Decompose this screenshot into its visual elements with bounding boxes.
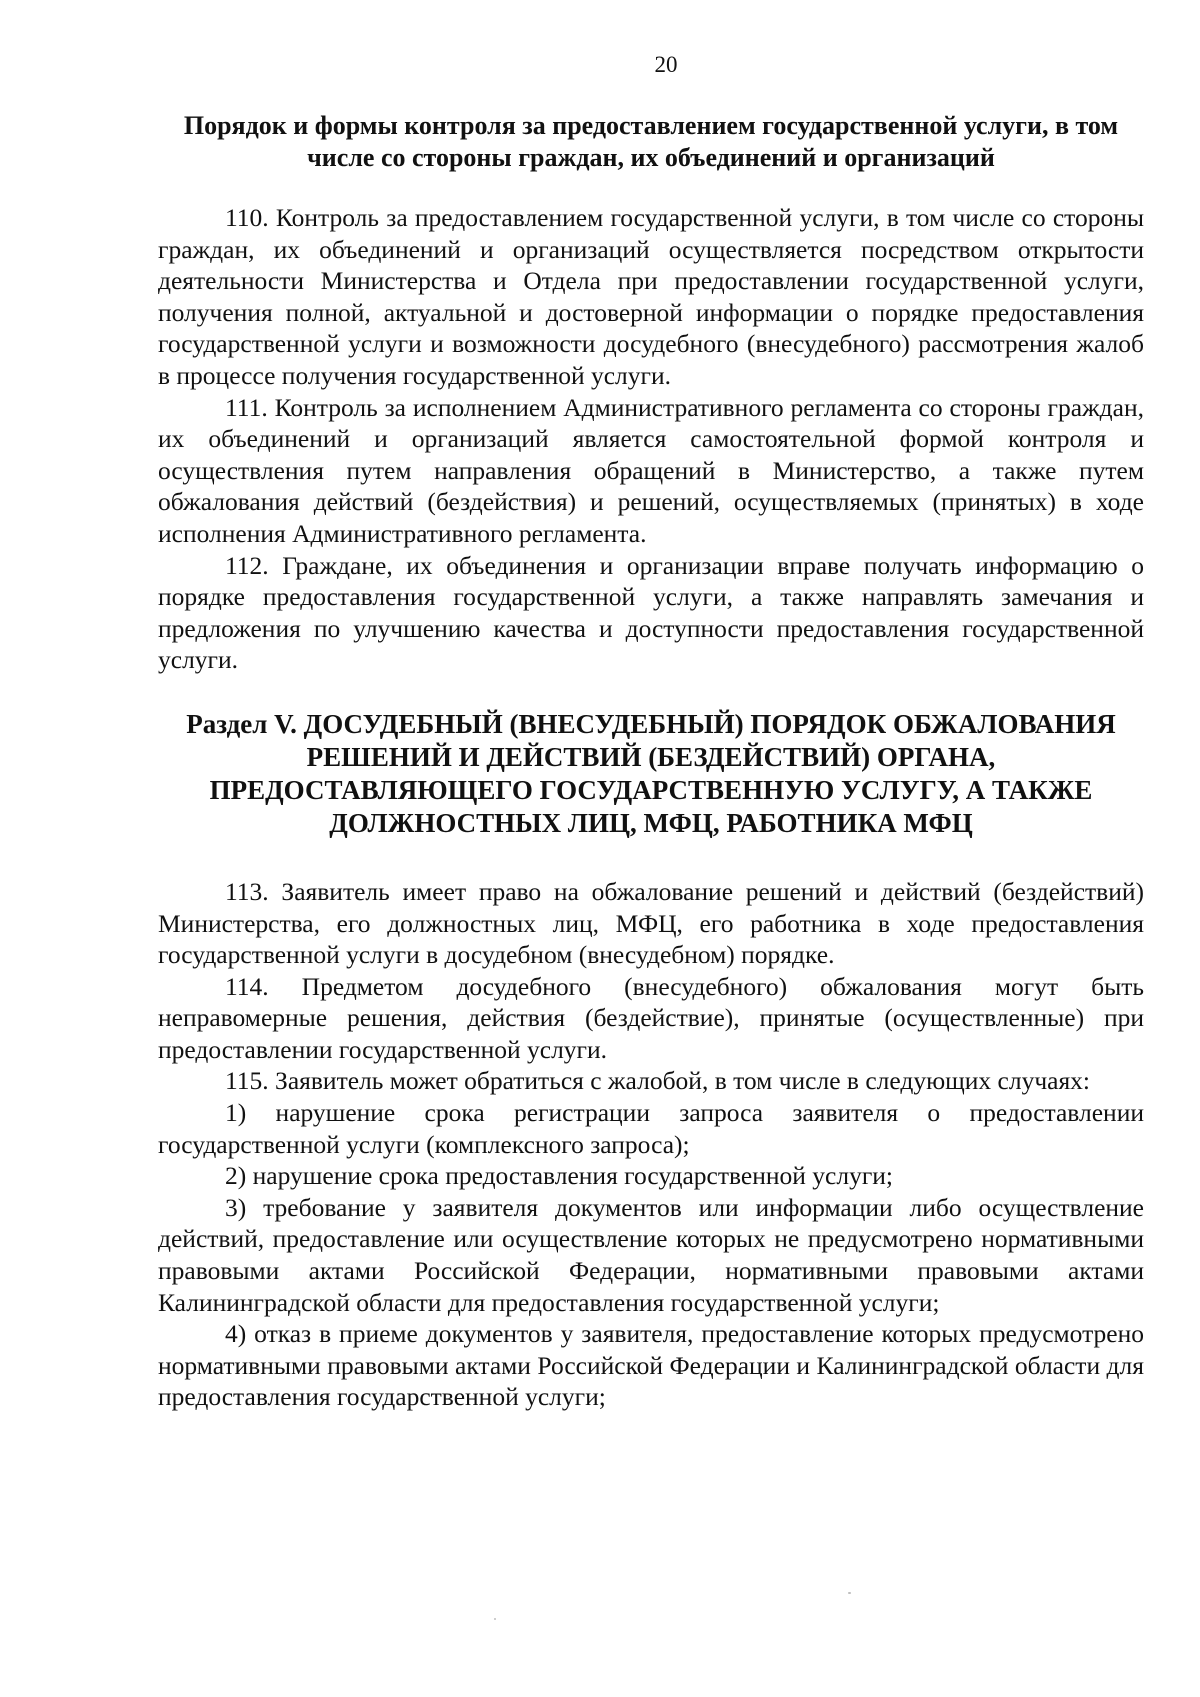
list-item-1: 1) нарушение срока регистрации запроса заявителя о предоставлении государственной услуги (комплексного запроса); [158, 1098, 1144, 1159]
list-item-4: 4) отказ в приеме документов у заявителя, предоставление которых предусмотрено нормативными правовыми актами Российской Федерации и Калининградской области для предоставления государственной услуги; [158, 1319, 1144, 1412]
paragraph-115: 115. Заявитель может обратиться с жалобой, в том числе в следующих случаях: [225, 1066, 1091, 1096]
heading-control-forms: Порядок и формы контроля за предоставлением государственной услуги, в том числе со стороны граждан, их объединений и организаций [183, 111, 1119, 172]
paragraph-110: 110. Контроль за предоставлением государственной услуги, в том числе со стороны граждан, их объединений и организаций осуществляется посредством открытости деятельности Министерства и Отдела при предоставлении государственной услуги, получения полной, актуальной и достоверной информации о порядке предоставления государственной услуги и возможности досудебного (внесудебного) рассмотрения жалоб в процессе получения государственной услуги. [158, 203, 1144, 390]
paragraph-113: 113. Заявитель имеет право на обжалование решений и действий (бездействий) Министерства, его должностных лиц, МФЦ, его работника в ходе предоставления государственной услуги в досудебном (внесудебном) порядке. [158, 876, 1144, 970]
heading-section-5: Раздел V. ДОСУДЕБНЫЙ (ВНЕСУДЕБНЫЙ) ПОРЯДОК ОБЖАЛОВАНИЯ РЕШЕНИЙ И ДЕЙСТВИЙ (БЕЗДЕЙСТВИЙ) ОРГАНА, ПРЕДОСТАВЛЯЮЩЕГО ГОСУДАРСТВЕННУЮ УСЛУГУ, А ТАКЖЕ ДОЛЖНОСТНЫХ ЛИЦ, МФЦ, РАБОТНИКА МФЦ [186, 708, 1116, 838]
list-item-3: 3) требование у заявителя документов или информации либо осуществление действий, предоставление или осуществление которых не предусмотрено нормативными правовыми актами Российской Федерации, нормативными правовыми актами Калининградской области для предоставления государственной услуги; [158, 1192, 1144, 1317]
document-page [158, 50, 1144, 1413]
list-item-2: 2) нарушение срока предоставления государственной услуги; [225, 1161, 894, 1191]
scan-speck [494, 1618, 496, 1620]
paragraph-112: 112. Граждане, их объединения и организации вправе получать информацию о порядке предоставления государственной услуги, а также направлять замечания и предложения по улучшению качества и доступности предоставления государственной услуги. [158, 550, 1144, 675]
paragraph-111: 111. Контроль за исполнением Административного регламента со стороны граждан, их объединений и организаций является самостоятельной формой контроля и осуществления путем направления обращений в Министерство, а также путем обжалования действий (бездействия) и решений, осуществляемых (принятых) в ходе исполнения Административного регламента. [158, 392, 1144, 548]
page-number: 20 [654, 52, 678, 77]
scan-speck [848, 1592, 851, 1594]
paragraph-114: 114. Предметом досудебного (внесудебного) обжалования могут быть неправомерные решения, действия (бездействие), принятые (осуществленные) при предоставлении государственной услуги. [158, 971, 1144, 1064]
